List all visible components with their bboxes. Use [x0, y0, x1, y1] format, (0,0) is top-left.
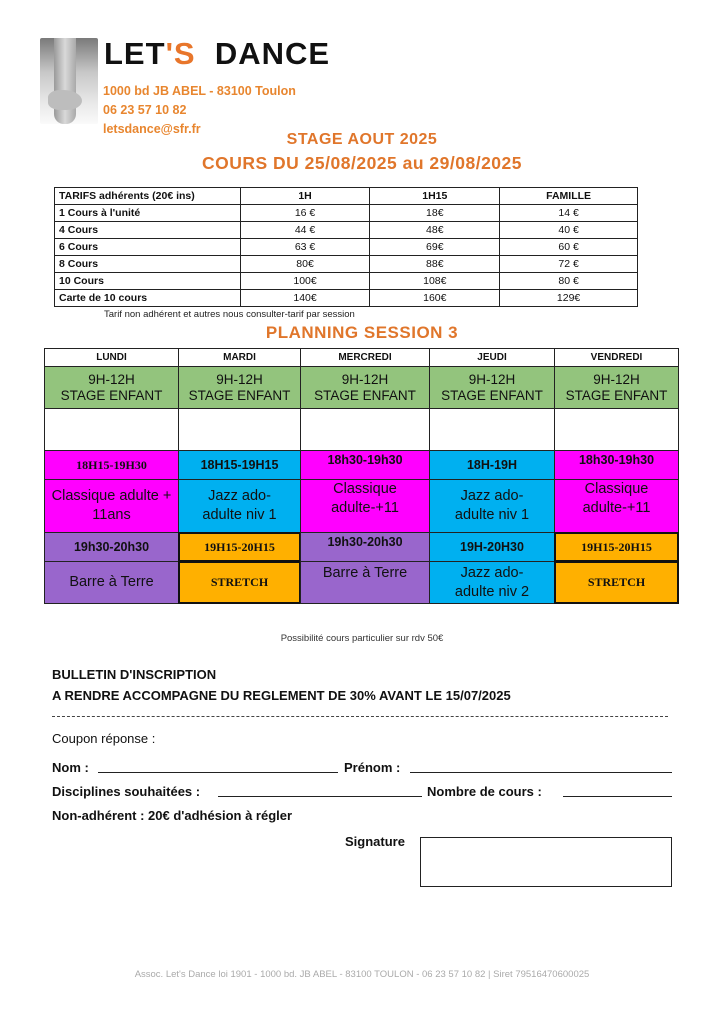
- slot2-course-lundi: Barre à Terre: [44, 561, 179, 604]
- price-cell: 14 €: [500, 205, 638, 222]
- morning-cell: [554, 366, 679, 409]
- table-row: [55, 222, 638, 239]
- slot2-course-mercredi: Barre à Terre: [300, 561, 430, 604]
- prenom-label: Prénom :: [344, 760, 401, 775]
- nom-label: Nom :: [52, 760, 89, 775]
- row-label: Carte de 10 cours: [55, 290, 241, 307]
- row-label: 6 Cours: [55, 239, 241, 256]
- non-adherent-note: Non-adhérent : 20€ d'adhésion à régler: [52, 808, 293, 823]
- price-cell: 100€: [240, 273, 370, 290]
- nom-field[interactable]: [98, 772, 338, 773]
- footer: Assoc. Let's Dance loi 1901 - 1000 bd. JB ABEL - 83100 TOULON - 06 23 57 10 82 | Siret 79516470600025: [134, 969, 590, 980]
- signature-label: Signature: [345, 834, 405, 849]
- day-header-mercredi: MERCREDI: [300, 348, 430, 367]
- slot2-course-vendredi: STRETCH: [554, 561, 679, 604]
- morning-cell: [44, 366, 179, 409]
- table-row: [55, 290, 638, 307]
- slot1-course-jeudi: Jazz ado-adulte niv 1: [429, 479, 555, 533]
- price-cell: 18€: [370, 205, 500, 222]
- empty-cell: [429, 408, 555, 451]
- slot2-time-mardi: 19H15-20H15: [178, 532, 301, 562]
- slot2-course-jeudi: Jazz ado-adulte niv 2: [429, 561, 555, 604]
- slot2-course-mardi: STRETCH: [178, 561, 301, 604]
- nombre-field[interactable]: [563, 796, 672, 797]
- disciplines-label: Disciplines souhaitées :: [52, 784, 201, 799]
- day-header-mardi: MARDI: [178, 348, 301, 367]
- morning-label: STAGE ENFANT: [188, 387, 291, 403]
- slot1-time-jeudi: 18H-19H: [429, 450, 555, 480]
- price-cell: 60 €: [500, 239, 638, 256]
- slot1-time-mardi: 18H15-19H15: [178, 450, 301, 480]
- bulletin-title: BULLETIN D'INSCRIPTION: [52, 667, 217, 682]
- price-cell: 44 €: [240, 222, 370, 239]
- slot2-time-jeudi: 19H-20H30: [429, 532, 555, 562]
- disciplines-field[interactable]: [218, 796, 422, 797]
- morning-cell: [178, 366, 301, 409]
- empty-cell: [554, 408, 679, 451]
- price-cell: 48€: [370, 222, 500, 239]
- slot2-time-mercredi: 19h30-20h30: [300, 532, 430, 562]
- empty-cell: [178, 408, 301, 451]
- day-header-vendredi: VENDREDI: [554, 348, 679, 367]
- dates-title: COURS DU 25/08/2025 au 29/08/2025: [201, 153, 522, 173]
- price-cell: 72 €: [500, 256, 638, 273]
- tarifs-header-1h: 1H: [240, 188, 370, 205]
- morning-time: 9H-12H: [216, 371, 263, 387]
- morning-time: 9H-12H: [593, 371, 640, 387]
- table-row: [55, 273, 638, 290]
- table-row: [55, 256, 638, 273]
- slot1-course-mercredi: Classique adulte-+11: [300, 479, 430, 533]
- table-row: [55, 239, 638, 256]
- row-label: 8 Cours: [55, 256, 241, 273]
- day-header-jeudi: JEUDI: [429, 348, 555, 367]
- cut-line: [52, 716, 668, 717]
- phone: 06 23 57 10 82: [103, 103, 187, 117]
- signature-box[interactable]: [420, 837, 672, 887]
- slot2-time-lundi: 19h30-20h30: [44, 532, 179, 562]
- brand-name: LET'S DANCE: [104, 36, 331, 71]
- price-cell: 80€: [240, 256, 370, 273]
- price-cell: 129€: [500, 290, 638, 307]
- day-header-lundi: LUNDI: [44, 348, 179, 367]
- coupon-label: Coupon réponse :: [52, 731, 156, 746]
- morning-time: 9H-12H: [468, 371, 516, 387]
- price-cell: 88€: [370, 256, 500, 273]
- slot1-course-lundi: Classique adulte + 11ans: [44, 479, 179, 533]
- prenom-field[interactable]: [410, 772, 672, 773]
- morning-label: STAGE ENFANT: [565, 387, 668, 403]
- tarif-note: Tarif non adhérent et autres nous consulter-tarif par session: [104, 309, 355, 320]
- price-cell: 140€: [240, 290, 370, 307]
- tarifs-header-1h15: 1H15: [370, 188, 500, 205]
- table-row: [55, 205, 638, 222]
- planning-title: PLANNING SESSION 3: [265, 323, 459, 342]
- address: 1000 bd JB ABEL - 83100 Toulon: [103, 84, 296, 98]
- price-cell: 16 €: [240, 205, 370, 222]
- price-cell: 160€: [370, 290, 500, 307]
- morning-label: STAGE ENFANT: [60, 387, 163, 403]
- slot1-course-vendredi: Classique adulte-+11: [554, 479, 679, 533]
- stage-title: STAGE AOUT 2025: [286, 131, 438, 148]
- morning-cell: [300, 366, 430, 409]
- row-label: 1 Cours à l'unité: [55, 205, 241, 222]
- price-cell: 69€: [370, 239, 500, 256]
- tarifs-table: [54, 187, 638, 307]
- price-cell: 63 €: [240, 239, 370, 256]
- private-lessons-note: Possibilité cours particulier sur rdv 50€: [280, 633, 444, 644]
- slot1-time-lundi: 18H15-19H30: [44, 450, 179, 480]
- empty-cell: [44, 408, 179, 451]
- row-label: 4 Cours: [55, 222, 241, 239]
- empty-cell: [300, 408, 430, 451]
- email: letsdance@sfr.fr: [103, 122, 201, 136]
- bulletin-heading: [52, 664, 511, 706]
- bulletin-instructions: A RENDRE ACCOMPAGNE DU REGLEMENT DE 30% AVANT LE 15/07/2025: [52, 688, 511, 703]
- morning-cell: [429, 366, 555, 409]
- tarifs-header-row: [55, 188, 638, 205]
- morning-time: 9H-12H: [341, 371, 389, 387]
- slot1-time-vendredi: 18h30-19h30: [554, 450, 679, 480]
- morning-label: STAGE ENFANT: [441, 387, 543, 403]
- slot1-time-mercredi: 18h30-19h30: [300, 450, 430, 480]
- slot2-time-vendredi: 19H15-20H15: [554, 532, 679, 562]
- row-label: 10 Cours: [55, 273, 241, 290]
- tarifs-header-label: TARIFS adhérents (20€ ins): [55, 188, 241, 205]
- logo-dancer-image: [40, 38, 98, 124]
- morning-time: 9H-12H: [88, 371, 135, 387]
- slot1-course-mardi: Jazz ado-adulte niv 1: [178, 479, 301, 533]
- price-cell: 40 €: [500, 222, 638, 239]
- price-cell: 80 €: [500, 273, 638, 290]
- price-cell: 108€: [370, 273, 500, 290]
- tarifs-header-famille: FAMILLE: [500, 188, 638, 205]
- nombre-label: Nombre de cours :: [427, 784, 542, 799]
- morning-label: STAGE ENFANT: [314, 387, 416, 403]
